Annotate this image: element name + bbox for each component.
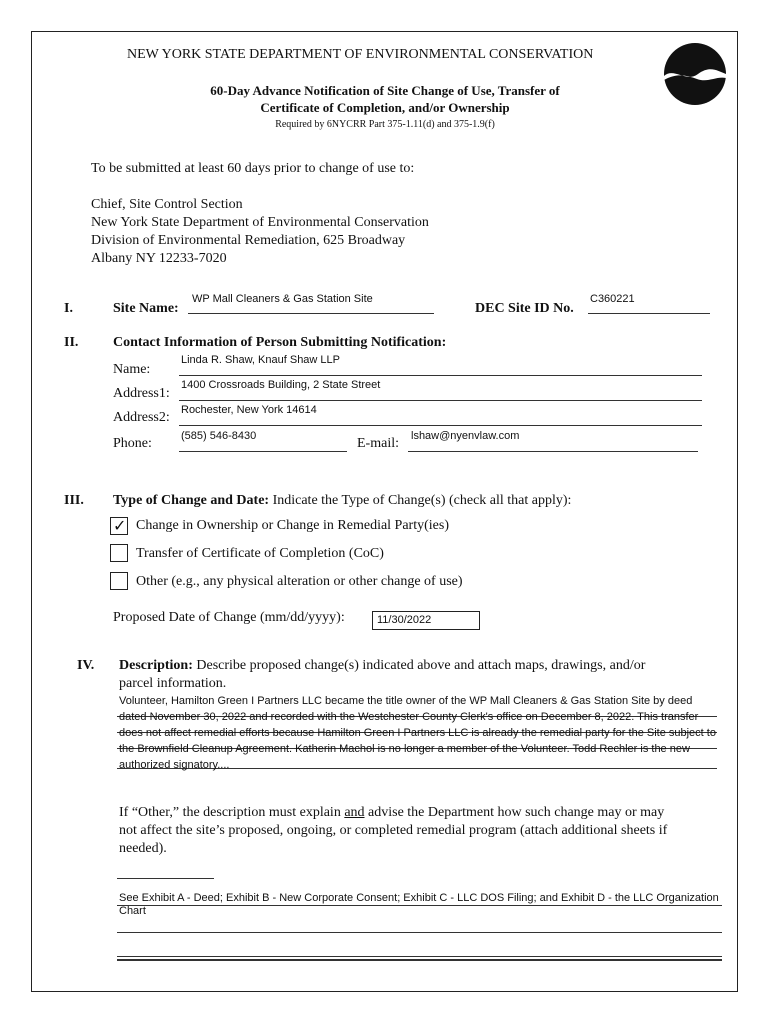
form-title-line1: 60-Day Advance Notification of Site Change of Use, Transfer of [210, 83, 560, 98]
description-heading-bold: Description: [119, 658, 193, 673]
address-line: New York State Department of Environmental Conservation [91, 215, 429, 230]
dec-logo-icon [664, 43, 726, 105]
site-name-field[interactable]: WP Mall Cleaners & Gas Station Site [192, 293, 373, 305]
email-underline [408, 451, 698, 452]
description-heading [119, 658, 645, 674]
site-id-label: DEC Site ID No. [475, 301, 574, 316]
address-line: Chief, Site Control Section [91, 197, 243, 212]
short-rule [117, 878, 214, 879]
form-title-line2: Certificate of Completion, and/or Ownership [260, 100, 510, 115]
type-of-change-heading-rest: Indicate the Type of Change(s) (check all that apply): [269, 493, 572, 508]
address1-underline [179, 400, 702, 401]
other-change-label: Other (e.g., any physical alteration or other change of use) [136, 574, 463, 589]
type-of-change-heading-bold: Type of Change and Date: [113, 493, 270, 508]
contact-heading: Contact Information of Person Submitting Notification: [113, 335, 447, 350]
other-explanation-line3: needed). [119, 841, 167, 856]
change-ownership-checkbox[interactable] [110, 517, 128, 535]
other-change-checkbox[interactable] [110, 572, 128, 590]
exhibits-field[interactable]: See Exhibit A - Deed; Exhibit B - New Corporate Consent; Exhibit C - LLC DOS Filing; and Exhibit D - the LLC Organization Chart [119, 892, 719, 917]
section-numeral: III. [64, 493, 84, 508]
phone-underline [179, 451, 347, 452]
address2-field[interactable]: Rochester, New York 14614 [181, 404, 317, 416]
proposed-date-label: Proposed Date of Change (mm/dd/yyyy): [113, 610, 345, 625]
transfer-coc-checkbox[interactable] [110, 544, 128, 562]
agency-name: NEW YORK STATE DEPARTMENT OF ENVIRONMENTAL CONSERVATION [127, 47, 594, 62]
transfer-coc-label: Transfer of Certificate of Completion (CoC) [136, 546, 384, 561]
blank-line [117, 956, 722, 957]
other-explanation-line2: not affect the site’s proposed, ongoing, or completed remedial program (attach additional sheets if [119, 823, 668, 838]
exhibits-underline [117, 932, 722, 933]
site-name-label: Site Name: [113, 301, 179, 316]
address1-label: Address1: [113, 386, 170, 401]
proposed-date-field[interactable] [372, 611, 480, 630]
address2-label: Address2: [113, 410, 170, 425]
type-of-change-heading [113, 493, 571, 509]
site-name-underline [188, 313, 434, 314]
other-explanation [119, 804, 667, 858]
address1-field[interactable]: 1400 Crossroads Building, 2 State Street [181, 379, 381, 391]
site-id-field[interactable]: C360221 [590, 293, 635, 305]
address-line: Division of Environmental Remediation, 625 Broadway [91, 233, 406, 248]
address-line: Albany NY 12233-7020 [91, 251, 227, 266]
name-label: Name: [113, 362, 151, 377]
final-double-rule [117, 959, 722, 961]
site-id-underline [588, 313, 710, 314]
submit-instruction: To be submitted at least 60 days prior to change of use to: [91, 161, 415, 176]
email-label: E-mail: [357, 436, 399, 451]
other-explanation-line1: If “Other,” the description must explain and advise the Department how such change may or may [119, 805, 665, 820]
section-numeral: IV. [77, 658, 95, 673]
name-underline [179, 375, 702, 376]
section-numeral: I. [64, 301, 73, 316]
checkmark-icon: ✓ [113, 516, 127, 535]
description-field[interactable]: Volunteer, Hamilton Green I Partners LLC became the title owner of the WP Mall Cleaners & Gas Station Site by deed dated November 30, 2022 and recorded with the Westchester County Clerk's office on December 8, 2022. This transfer does not affect remedial efforts because Hamilton Green I Partners LLC is already the remedial party for the Site subject to the Brownfield Cleanup Agreement. Katherin Machol is no longer a member of the Volunteer. Todd Rechler is the new authorized signatory.... [119, 695, 716, 771]
required-by: Required by 6NYCRR Part 375-1.11(d) and 375-1.9(f) [275, 119, 495, 130]
phone-label: Phone: [113, 436, 152, 451]
address2-underline [179, 425, 702, 426]
email-field[interactable]: lshaw@nyenvlaw.com [411, 430, 520, 442]
proposed-date-value: 11/30/2022 [377, 614, 432, 626]
section-numeral: II. [64, 335, 79, 350]
change-ownership-label: Change in Ownership or Change in Remedial Party(ies) [136, 518, 449, 533]
description-heading-line2: parcel information. [119, 676, 227, 691]
phone-field[interactable]: (585) 546-8430 [181, 430, 257, 442]
name-field[interactable]: Linda R. Shaw, Knauf Shaw LLP [181, 354, 340, 366]
description-heading-rest: Describe proposed change(s) indicated above and attach maps, drawings, and/or [192, 658, 646, 673]
